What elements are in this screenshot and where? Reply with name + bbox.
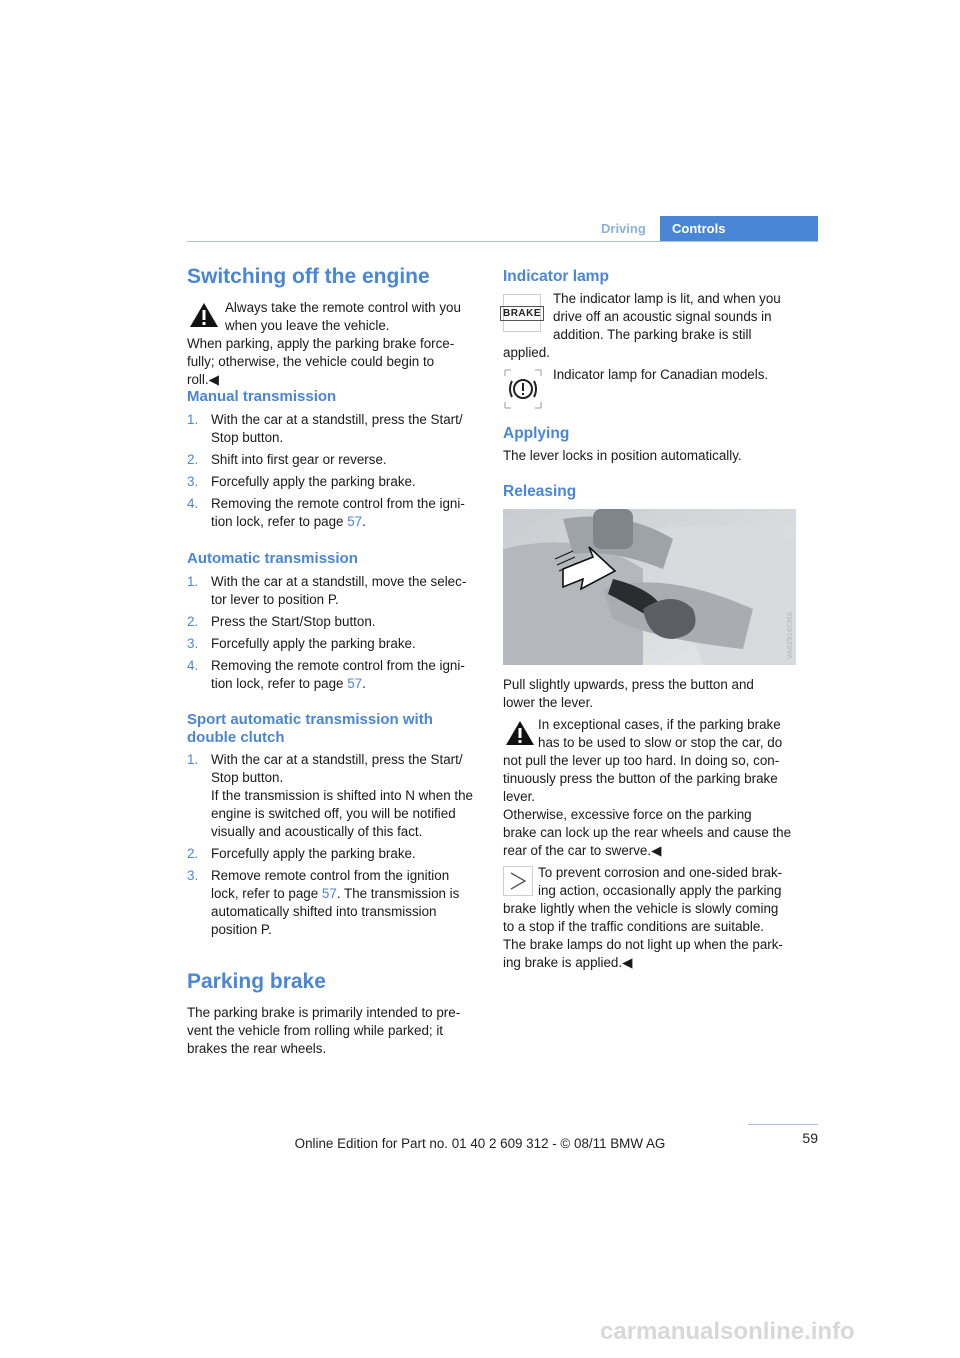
canadian-brake-indicator-icon xyxy=(503,368,543,410)
note-text: ing brake is applied.◀ xyxy=(503,955,633,970)
paragraph-line: vent the vehicle from rolling while parked; it xyxy=(187,1023,444,1038)
warning-text: lever. xyxy=(503,789,536,804)
header-chapter-tab[interactable]: Controls xyxy=(660,216,818,242)
heading-sport-automatic: Sport automatic transmission with xyxy=(187,711,433,728)
photo-code: VA02916CMA xyxy=(786,611,794,659)
warning-text: has to be used to slow or stop the car, do xyxy=(538,735,783,750)
paragraph-line: Pull slightly upwards, press the button and xyxy=(503,677,754,692)
indicator-text: addition. The parking brake is still xyxy=(553,327,752,342)
warning-text: In exceptional cases, if the parking brake xyxy=(538,717,781,732)
paragraph-line: The parking brake is primarily intended to pre- xyxy=(187,1005,461,1020)
page-number-rule xyxy=(748,1124,818,1125)
parking-brake-photo xyxy=(503,509,796,665)
warning-triangle-icon xyxy=(503,718,537,748)
footer-edition: Online Edition for Part no. 01 40 2 609 312 - © 08/11 BMW AG xyxy=(294,1136,666,1151)
indicator-text: Indicator lamp for Canadian models. xyxy=(553,367,769,382)
page-link[interactable]: 57 xyxy=(347,514,363,529)
heading-switching-off: Switching off the engine xyxy=(187,265,430,288)
warning-triangle-icon xyxy=(187,300,221,330)
warning-text: not pull the lever up too hard. In doing so, con- xyxy=(503,753,780,768)
note-text: To prevent corrosion and one-sided brak- xyxy=(538,865,783,880)
paragraph-line: lower the lever. xyxy=(503,695,594,710)
page-number: 59 xyxy=(802,1130,818,1146)
brake-indicator-icon: BRAKE xyxy=(503,294,541,332)
header-rule xyxy=(187,241,818,242)
heading-parking-brake: Parking brake xyxy=(187,970,326,993)
warning-text: Otherwise, excessive force on the parking xyxy=(503,807,752,822)
warning-text: rear of the car to swerve.◀ xyxy=(503,843,662,858)
note-text: to a stop if the traffic conditions are suitable. xyxy=(503,919,765,934)
indicator-text: The indicator lamp is lit, and when you xyxy=(553,291,781,306)
warning-text: fully; otherwise, the vehicle could begin to roll.◀ xyxy=(187,354,435,387)
paragraph-line: brakes the rear wheels. xyxy=(187,1041,327,1056)
heading-manual-transmission: Manual transmission xyxy=(187,388,337,405)
warning-text: Always take the remote control with you xyxy=(225,300,461,315)
warning-text: tinuously press the button of the parking brake xyxy=(503,771,778,786)
heading-sport-automatic: double clutch xyxy=(187,729,285,746)
warning-text: when you leave the vehicle. xyxy=(225,318,390,333)
warning-text: When parking, apply the parking brake force- xyxy=(187,336,455,351)
header-section-label: Driving xyxy=(601,221,646,236)
heading-applying: Applying xyxy=(503,425,570,442)
heading-releasing: Releasing xyxy=(503,483,577,500)
indicator-text: drive off an acoustic signal sounds in xyxy=(553,309,772,324)
page-link[interactable]: 57 xyxy=(321,886,337,901)
note-text: ing action, occasionally apply the parking xyxy=(538,883,782,898)
watermark: carmanualsonline.info xyxy=(600,1318,855,1345)
heading-indicator-lamp: Indicator lamp xyxy=(503,268,609,285)
note-text: The brake lamps do not light up when the park- xyxy=(503,937,783,952)
indicator-text: applied. xyxy=(503,345,550,360)
note-text: brake lightly when the vehicle is slowly coming xyxy=(503,901,779,916)
page-link[interactable]: 57 xyxy=(347,676,363,691)
heading-automatic-transmission: Automatic transmission xyxy=(187,550,358,567)
warning-text: brake can lock up the rear wheels and cause the xyxy=(503,825,792,840)
paragraph-line: The lever locks in position automatically. xyxy=(503,448,742,463)
note-arrow-icon xyxy=(503,866,533,896)
